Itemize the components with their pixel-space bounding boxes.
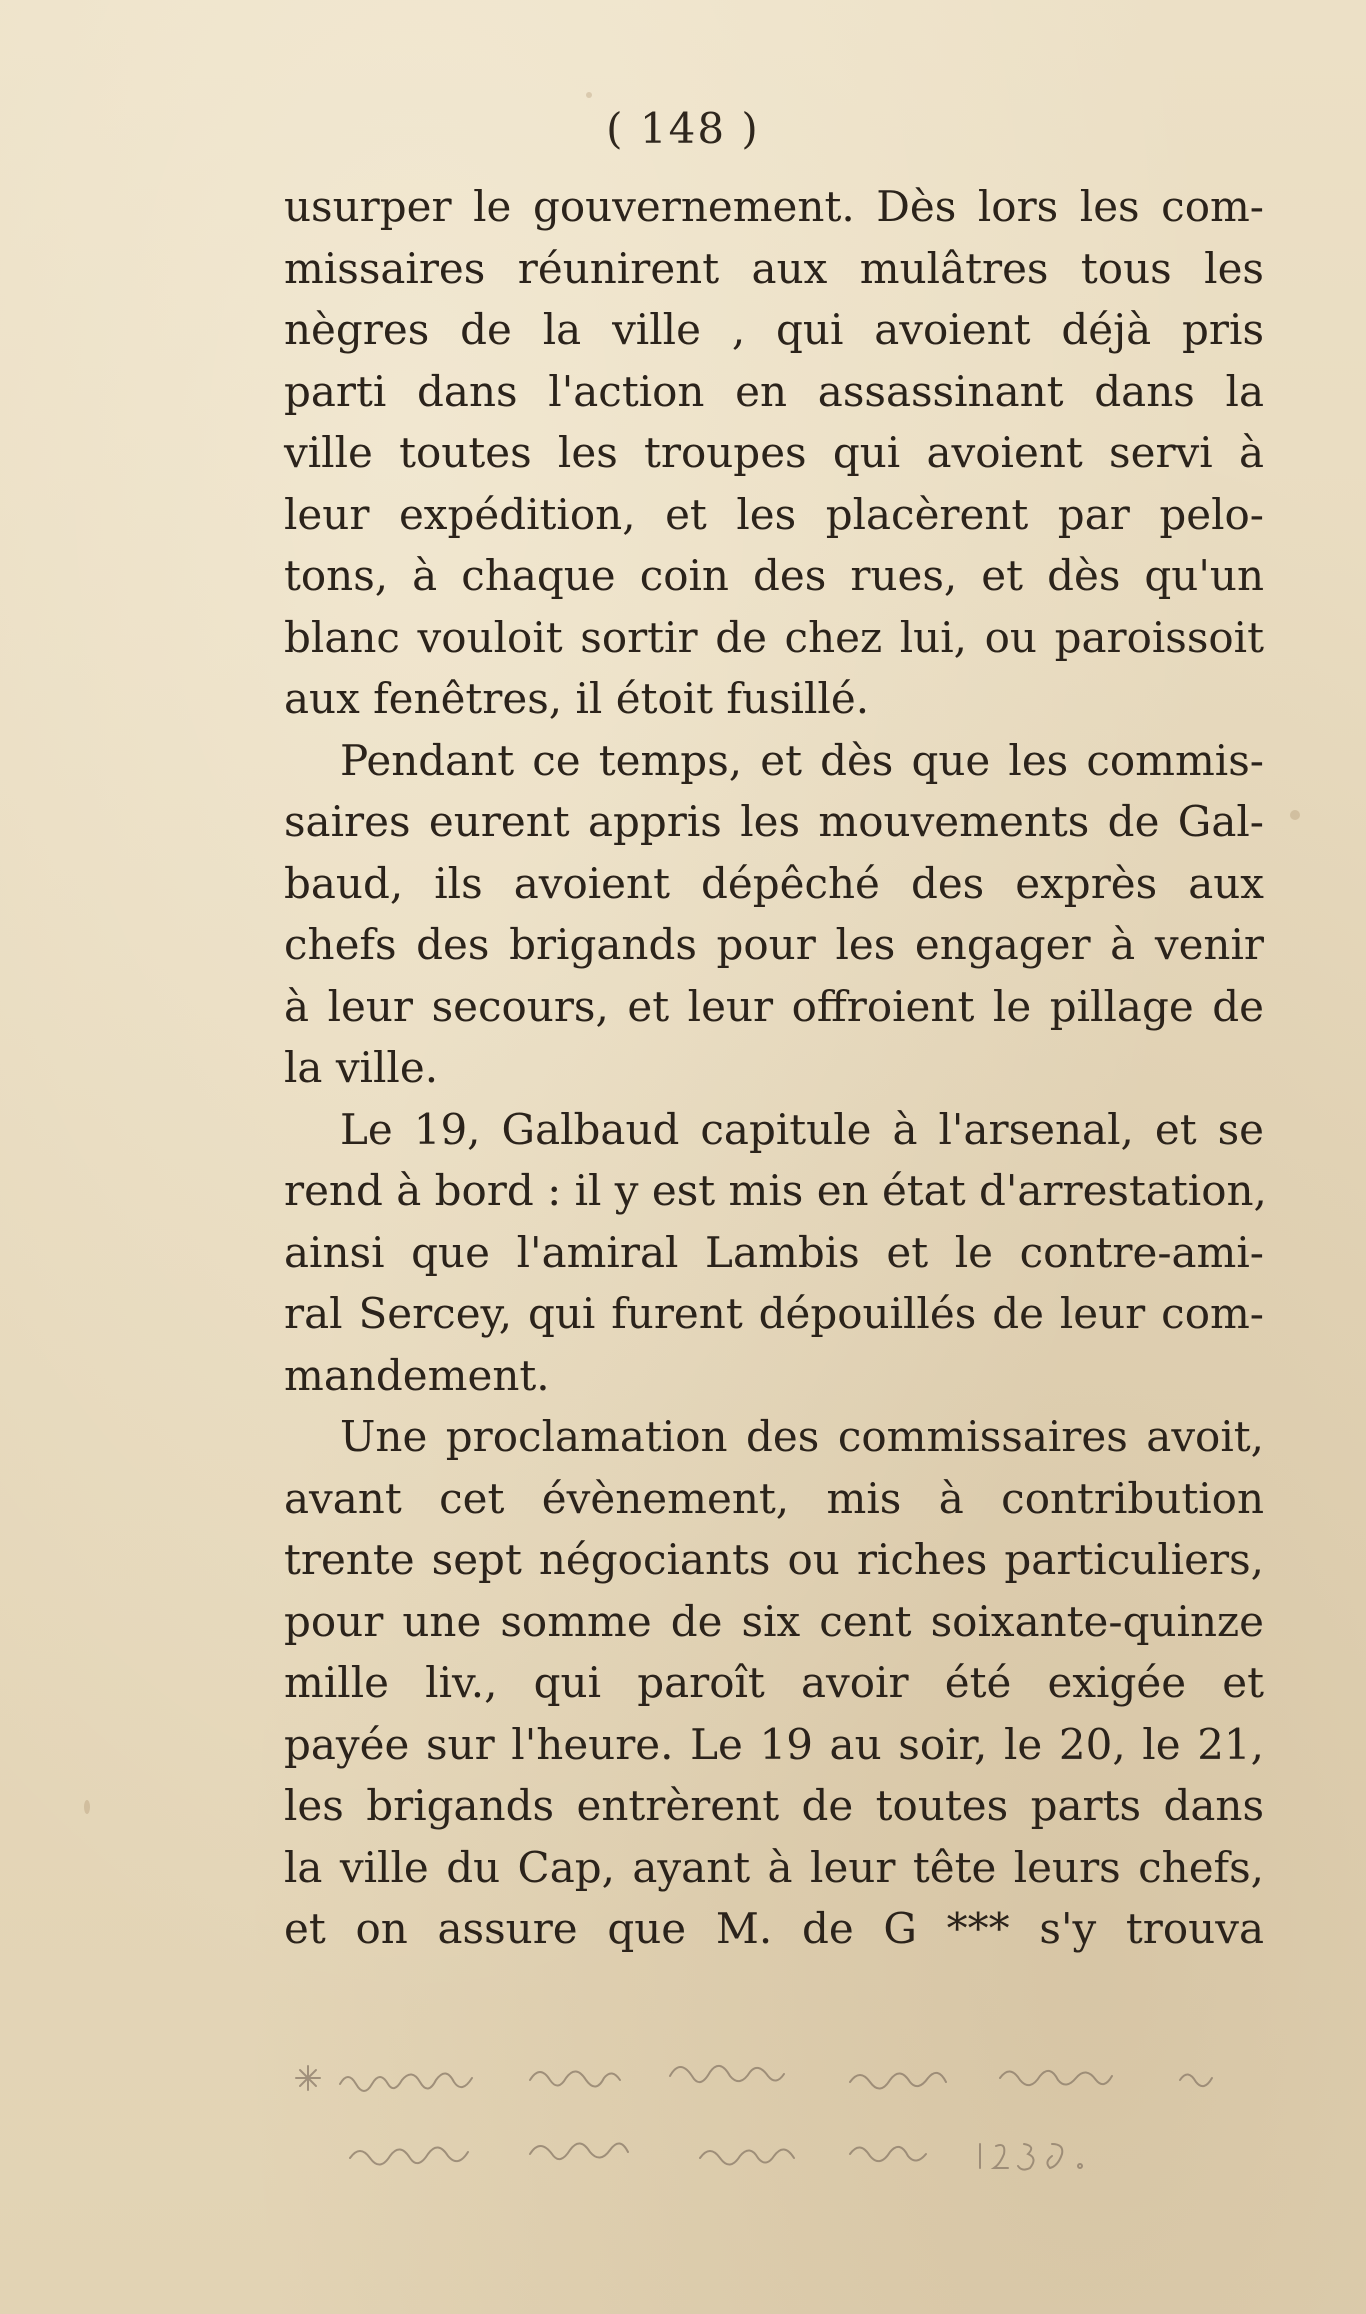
text-line: ainsi que l'amiral Lambis et le contre-ami- [284,1227,1264,1277]
text-line: baud, ils avoient dépêché des exprès aux [284,858,1264,908]
text-line: Le 19, Galbaud capitule à l'arsenal, et se [340,1104,1264,1154]
text-line: missaires réunirent aux mulâtres tous les [284,243,1264,293]
stain-spot [1290,810,1300,820]
text-line: mille liv., qui paroît avoir été exigée et [284,1658,1264,1707]
stain-spot [586,92,592,98]
text-line: la ville du Cap, ayant à leur tête leurs chefs, [284,1842,1264,1892]
page-number: ( 148 ) [606,104,760,153]
text-line: trente sept négociants ou riches particuliers, [284,1535,1264,1584]
text-line: nègres de la ville , qui avoient déjà pris [284,305,1264,354]
stain-spot [84,1800,90,1814]
text-line: mandement. [284,1350,550,1400]
text-line: blanc vouloit sortir de chez lui, ou paroissoit [284,612,1264,662]
text-line: ral Sercey, qui furent dépouillés de leur com- [284,1289,1264,1338]
text-line: tons, à chaque coin des rues, et dès qu'un [284,551,1264,600]
text-line: ville toutes les troupes qui avoient servi à [284,428,1264,477]
text-line: rend à bord : il y est mis en état d'arrestation, [284,1166,1267,1215]
text-line: la ville. [284,1043,439,1092]
text-line: payée sur l'heure. Le 19 au soir, le 20, le 21, [284,1719,1264,1769]
text-line: usurper le gouvernement. Dès lors les com- [284,182,1264,231]
text-line: parti dans l'action en assassinant dans la [284,366,1264,416]
text-line: pour une somme de six cent soixante-quinze [284,1596,1264,1646]
handwritten-scribble [280,2040,1280,2210]
text-line: et on assure que M. de G *** s'y trouva [284,1904,1264,1953]
text-line: les brigands entrèrent de toutes parts dans [284,1781,1264,1830]
text-line: Une proclamation des commissaires avoit, [340,1412,1264,1461]
text-line: avant cet évènement, mis à contribution [284,1473,1264,1523]
handwritten-annotation [280,2040,1280,2210]
text-line: aux fenêtres, il étoit fusillé. [284,674,870,723]
body-text [284,176,1267,1960]
text-line: Pendant ce temps, et dès que les commis- [340,735,1264,785]
text-line: à leur secours, et leur offroient le pillage de [284,981,1264,1031]
text-line: chefs des brigands pour les engager à venir [284,920,1264,969]
text-line: leur expédition, et les placèrent par pelo- [284,489,1264,539]
text-line: saires eurent appris les mouvements de Gal- [284,797,1264,846]
